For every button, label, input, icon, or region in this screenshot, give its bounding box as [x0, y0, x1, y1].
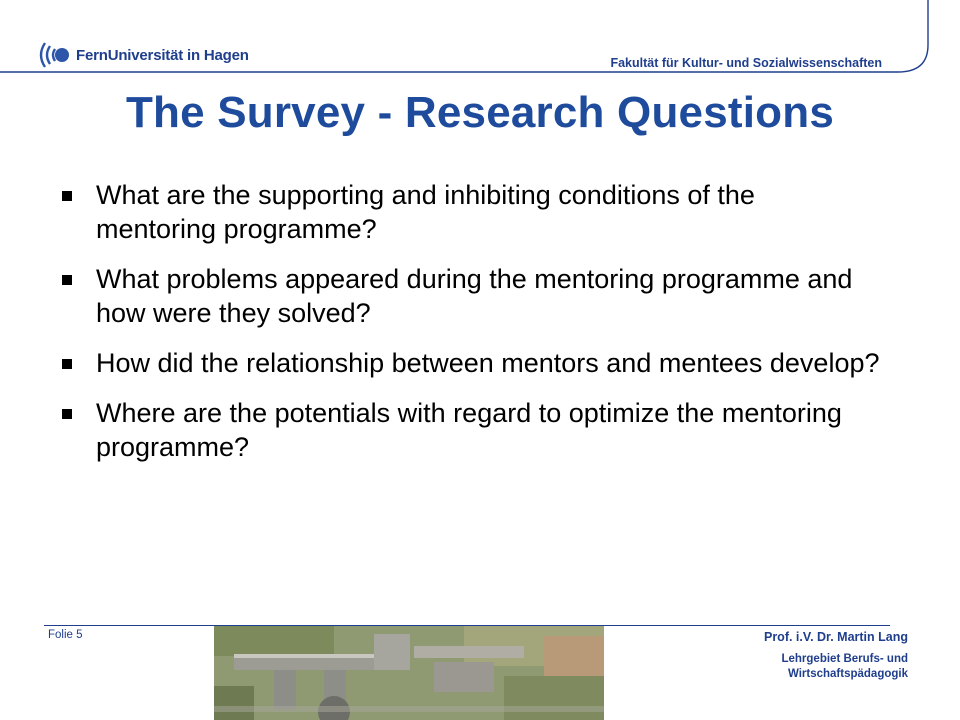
bullet-item [62, 346, 882, 380]
bullet-item [62, 396, 882, 464]
bullet-item [62, 262, 882, 330]
campus-aerial-photo [214, 626, 604, 720]
university-logo [38, 40, 249, 70]
square-bullet-icon [62, 409, 72, 419]
slide-number: Folie 5 [48, 629, 83, 641]
university-emblem-icon [38, 40, 72, 70]
bullet-list [62, 178, 882, 480]
chair-line-2: Wirtschaftspädagogik [787, 668, 908, 680]
faculty-name: Fakultät für Kultur- und Sozialwissenschaften [610, 56, 882, 70]
bullet-item [62, 178, 882, 246]
bullet-text: What are the supporting and inhibiting conditions of the mentoring programme? [96, 180, 755, 244]
bullet-text: What problems appeared during the mentoring programme and how were they solved? [96, 264, 853, 328]
bullet-text: How did the relationship between mentors and mentees develop? [96, 348, 880, 378]
chair-name [708, 652, 908, 682]
chair-line-1: Lehrgebiet Berufs- und [781, 653, 908, 665]
bullet-text: Where are the potentials with regard to optimize the mentoring programme? [96, 398, 842, 462]
logo-text: FernUniversität in Hagen [76, 46, 249, 64]
square-bullet-icon [62, 191, 72, 201]
square-bullet-icon [62, 359, 72, 369]
slide-title: The Survey - Research Questions [125, 88, 834, 137]
professor-name: Prof. i.V. Dr. Martin Lang [763, 630, 908, 644]
square-bullet-icon [62, 275, 72, 285]
